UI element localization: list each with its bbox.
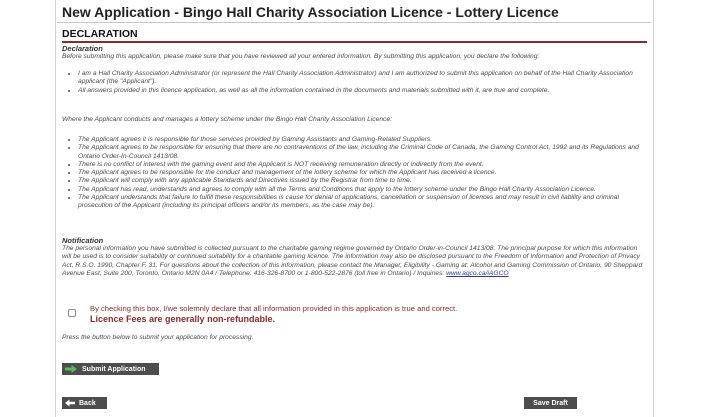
notification-body: The personal information you have submitted is collected pursuant to the charitable gaming regime governed by Ontario Order-in-Council 1413/08. The principal purpose for which this information will be used is to consider suitability or continued suitability for a charitable gaming licence. The information may also be disclosed pursuant to the Freedom of Information and Protection of Privacy Act, R.S.O. 1990, Chapter F. 31. For questions about the collection of this information, please contact the Manager, Eligibility - Gaming at: Alcohol and Gaming Commission of Ontario, 90 Sheppard Avenue East, Suite 200, Toronto, Ontario M2N 0A4 / Telephone: 416-326-8700 or 1-800-522-2876 (toll free in Ontario) / Inquiries: — [62, 245, 643, 277]
save-draft-label: Save Draft — [533, 399, 568, 407]
section-title: DECLARATION — [62, 28, 138, 40]
declaration-list-2 — [62, 136, 647, 211]
declaration-bullet: • The Applicant understands that failure to fulfill these responsibilities is cause for denial of applications, cancellation or suspension of licences and may result in civil liability and criminal prosecution of the Applicant (including its principal officers and/or its members, as the case may be). — [78, 194, 647, 211]
submit-application-label: Submit Application — [82, 365, 146, 373]
submit-instructions: Press the button below to submit your application for processing. — [62, 334, 254, 341]
declaration-bullet: • The Applicant agrees it is responsible for those services provided by Gaming Assistants and Gaming-Related Suppliers. — [78, 136, 647, 144]
section-divider — [62, 41, 647, 43]
declaration-checkbox[interactable] — [68, 309, 76, 317]
lottery-scheme-intro: Where the Applicant conducts and manages a lottery scheme under the Bingo Hall Charity Association Licence: — [62, 116, 392, 123]
declaration-bullet: • There is no conflict of interest with the gaming event and the Applicant is NOT receiving remuneration directly or indirectly from the event. — [78, 161, 647, 169]
page-title: New Application - Bingo Hall Charity Association Licence - Lottery Licence — [62, 4, 559, 20]
declaration-checkbox-label: By checking this box, I/we solemnly declare that all information provided in this application is true and correct. — [90, 304, 458, 313]
title-divider — [57, 22, 651, 23]
declaration-intro: Before submitting this application, please make sure that you have reviewed all your entered information. By submitting this application, you declare the following: — [62, 53, 540, 60]
notification-heading: Notification — [62, 236, 104, 245]
agco-link[interactable]: www.agco.ca/iAGCO — [446, 269, 509, 277]
declaration-bullet: • All answers provided in this licence application, as well as all the information contained in the documents and materials submitted with it, are true and complete. — [78, 87, 647, 95]
declaration-heading: Declaration — [62, 44, 103, 53]
back-label: Back — [79, 399, 96, 407]
save-draft-button[interactable] — [524, 397, 577, 409]
declaration-list-1 — [62, 70, 647, 95]
notification-text — [62, 245, 647, 278]
declaration-bullet: • The Applicant agrees to be responsible for the conduct and management of the lottery scheme for which the Applicant has received a licence. — [78, 169, 647, 177]
declaration-bullet: • The Applicant has read, understands and agrees to comply with all the Terms and Conditions that apply to the lottery scheme under the Bingo Hall Charity Association Licence. — [78, 186, 647, 194]
arrow-left-icon — [65, 399, 75, 407]
declaration-bullet: • I am a Hall Charity Association Administrator (or represent the Hall Charity Association Administrator) and I am authorized to submit this application on behalf of the Hall Charity Association applicant (the "Applicant"). — [78, 70, 647, 87]
submit-application-button[interactable] — [62, 363, 159, 375]
declaration-bullet: • The Applicant agrees to be responsible for ensuring that there are no contraventions of the law, including the Criminal Code of Canada, the Gaming Control Act, 1992 and its Regulations and Ontario Order-In-Council 1413/08. — [78, 144, 647, 161]
declaration-bullet: • The Applicant will comply with any applicable Standards and Directives issued by the Registrar from time to time. — [78, 177, 647, 185]
back-button[interactable] — [62, 397, 107, 409]
arrow-right-icon — [65, 365, 77, 373]
licence-fees-notice: Licence Fees are generally non-refundable. — [90, 314, 276, 324]
